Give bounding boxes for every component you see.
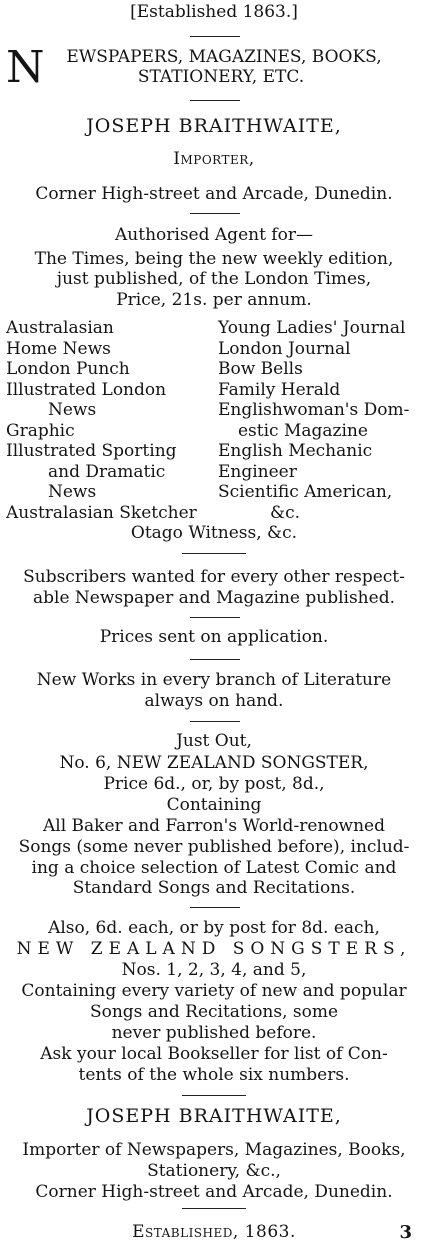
publication-item: Home News bbox=[6, 338, 111, 359]
publication-item: News bbox=[48, 400, 97, 420]
divider bbox=[190, 721, 240, 722]
songster-desc-1: All Baker and Farron's World-renowned bbox=[42, 816, 386, 836]
songster-desc-4: Standard Songs and Recitations. bbox=[72, 878, 356, 898]
divider bbox=[190, 36, 240, 37]
publication-item: Australasian Sketcher bbox=[6, 502, 197, 523]
importer-name: JOSEPH BRAITHWAITE, bbox=[86, 115, 342, 137]
agent-heading: Authorised Agent for— bbox=[115, 225, 313, 245]
songsters-desc-3: never published before. bbox=[111, 1023, 317, 1043]
publication-item: English Mechanic bbox=[218, 441, 373, 461]
divider bbox=[190, 907, 240, 908]
publications-footer: Otago Witness, &c. bbox=[130, 523, 298, 543]
publication-item: Family Herald bbox=[218, 379, 341, 400]
divider bbox=[182, 553, 246, 554]
footer-line-3: Corner High-street and Arcade, Dunedin. bbox=[35, 1182, 393, 1202]
importer-address: Corner High-street and Arcade, Dunedin. bbox=[35, 184, 393, 204]
prices-note: Prices sent on application. bbox=[99, 627, 329, 647]
publication-item: Graphic bbox=[6, 420, 75, 441]
just-out: Just Out, bbox=[176, 731, 252, 751]
publication-item: Young Ladies' Journal bbox=[218, 318, 406, 338]
times-line-1: The Times, being the new weekly edition, bbox=[34, 249, 394, 269]
divider bbox=[190, 213, 240, 214]
page-number: 3 bbox=[399, 1222, 412, 1243]
title-line-1: EWSPAPERS, MAGAZINES, BOOKS, bbox=[66, 47, 382, 67]
publication-item: &c. bbox=[270, 502, 301, 523]
songster-title: No. 6, NEW ZEALAND SONGSTER, bbox=[59, 753, 369, 773]
publication-item: estic Magazine bbox=[238, 420, 368, 441]
divider bbox=[182, 1208, 246, 1209]
importer-role: Importer, bbox=[173, 149, 255, 169]
publication-item: Englishwoman's Dom- bbox=[218, 400, 410, 420]
songster-desc-2: Songs (some never published before), includ- bbox=[18, 837, 410, 857]
publications-left-column bbox=[6, 318, 206, 523]
songster-desc-3: ing a choice selection of Latest Comic and bbox=[31, 858, 397, 878]
times-price: Price, 21s. per annum. bbox=[116, 290, 312, 310]
songsters-ask-1: Ask your local Bookseller for list of Con- bbox=[40, 1044, 388, 1064]
established-header: [Established 1863.] bbox=[130, 2, 298, 22]
subscribers-line-1: Subscribers wanted for every other respect- bbox=[23, 567, 405, 587]
divider bbox=[190, 617, 240, 618]
divider bbox=[182, 1095, 246, 1096]
songster-containing: Containing bbox=[166, 795, 262, 815]
songsters-also: Also, 6d. each, or by post for 8d. each, bbox=[48, 918, 380, 938]
publication-item: London Journal bbox=[218, 338, 351, 359]
divider bbox=[190, 659, 240, 660]
publication-item: Illustrated London bbox=[6, 379, 167, 400]
publication-item: Scientific American, bbox=[218, 482, 393, 502]
footer-line-1: Importer of Newspapers, Magazines, Books, bbox=[22, 1140, 406, 1160]
new-works-line-2: always on hand. bbox=[144, 691, 284, 711]
publications-right-column bbox=[218, 318, 426, 523]
publication-item: London Punch bbox=[6, 359, 130, 379]
songsters-desc-2: Songs and Recitations, some bbox=[89, 1002, 339, 1022]
publication-item: Bow Bells bbox=[218, 359, 303, 379]
songsters-ask-2: tents of the whole six numbers. bbox=[78, 1065, 350, 1085]
divider bbox=[190, 100, 240, 101]
new-works-line-1: New Works in every branch of Literature bbox=[36, 670, 392, 690]
songsters-desc-1: Containing every variety of new and popular bbox=[21, 981, 407, 1001]
publication-item: News bbox=[48, 482, 97, 502]
times-line-2: just published, of the London Times, bbox=[56, 269, 372, 289]
publication-item: Illustrated Sporting bbox=[6, 441, 177, 461]
footer-name: JOSEPH BRAITHWAITE, bbox=[86, 1105, 342, 1127]
footer-line-2: Stationery, &c., bbox=[147, 1161, 281, 1181]
publication-item: Engineer bbox=[218, 461, 297, 482]
established-footer: Established, 1863. bbox=[132, 1222, 296, 1242]
songsters-nos: Nos. 1, 2, 3, 4, and 5, bbox=[121, 960, 307, 980]
songsters-title: NEW ZEALAND SONGSTERS, bbox=[16, 939, 412, 959]
subscribers-line-2: able Newspaper and Magazine published. bbox=[33, 588, 395, 608]
title-line-2: STATIONERY, ETC. bbox=[137, 67, 305, 87]
publication-item: and Dramatic bbox=[48, 461, 166, 482]
drop-cap: N bbox=[6, 42, 45, 93]
publication-item: Australasian bbox=[6, 318, 114, 338]
songster-price: Price 6d., or, by post, 8d., bbox=[103, 774, 325, 794]
